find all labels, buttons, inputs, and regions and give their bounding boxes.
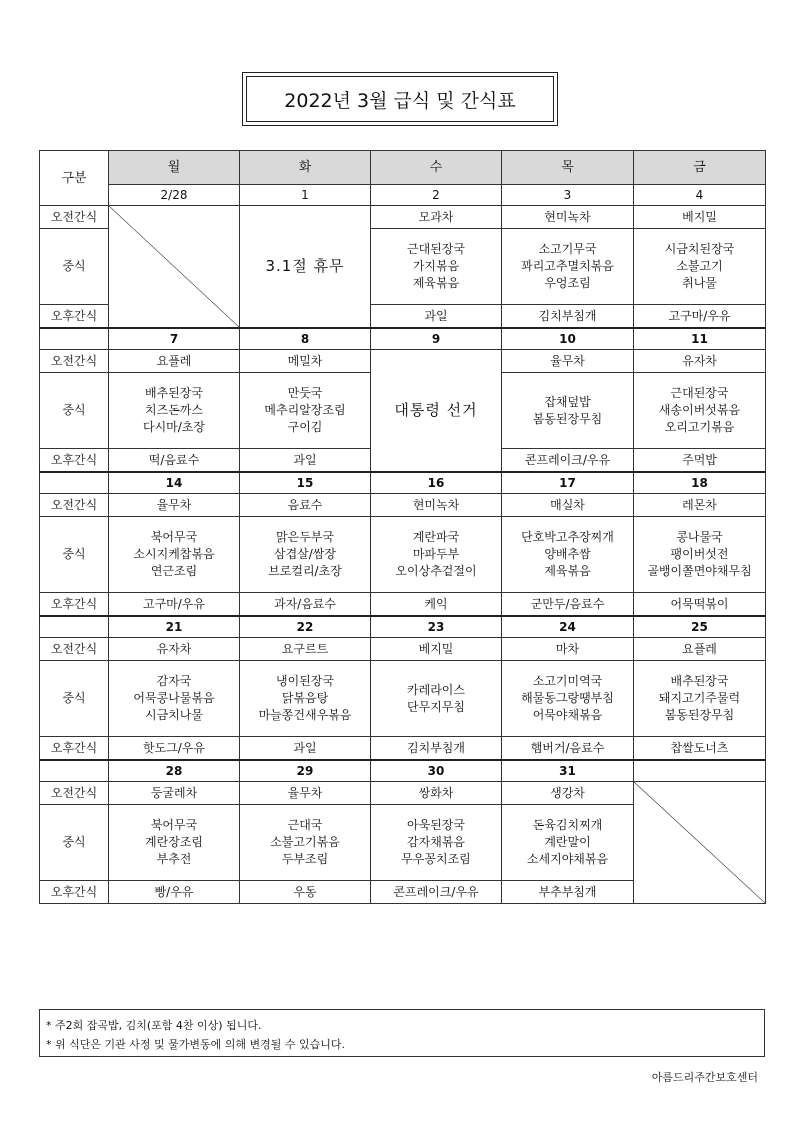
day-thu: 목 xyxy=(502,151,634,185)
snack-cell: 둥굴레차 xyxy=(109,782,240,805)
date-cell xyxy=(634,760,766,782)
snack-cell: 생강차 xyxy=(502,782,634,805)
pm-row xyxy=(40,593,766,617)
lunch-menu-cell: 냉이된장국 닭볶음탕 마늘쫑건새우볶음 xyxy=(240,661,371,737)
page-title: 2022년 3월 급식 및 간식표 xyxy=(246,76,554,122)
menu-table xyxy=(39,150,766,904)
snack-cell: 떡/음료수 xyxy=(109,449,240,473)
lunch-label: 중식 xyxy=(40,229,109,305)
am-label: 오전간식 xyxy=(40,638,109,661)
snack-cell: 베지밀 xyxy=(634,206,766,229)
snack-cell: 빵/우유 xyxy=(109,881,240,904)
date-cell: 22 xyxy=(240,616,371,638)
date-cell: 29 xyxy=(240,760,371,782)
note-2: * 위 식단은 기관 사정 및 물가변동에 의해 변경될 수 있습니다. xyxy=(46,1038,345,1051)
date-cell: 3 xyxy=(502,185,634,206)
date-row-label xyxy=(40,472,109,494)
lunch-menu-cell: 소고기미역국 해물동그랑땡부침 어묵야채볶음 xyxy=(502,661,634,737)
snack-cell: 메밀차 xyxy=(240,350,371,373)
date-row-label xyxy=(40,760,109,782)
am-row xyxy=(40,638,766,661)
date-row xyxy=(40,616,766,638)
day-fri: 금 xyxy=(634,151,766,185)
snack-cell: 콘프레이크/우유 xyxy=(371,881,502,904)
am-row xyxy=(40,494,766,517)
snack-cell: 과일 xyxy=(240,449,371,473)
date-row xyxy=(40,472,766,494)
date-row-label xyxy=(40,328,109,350)
date-cell: 11 xyxy=(634,328,766,350)
snack-cell: 고구마/우유 xyxy=(109,593,240,617)
snack-cell: 유자차 xyxy=(109,638,240,661)
empty-cell-diagonal xyxy=(109,206,240,329)
date-cell: 18 xyxy=(634,472,766,494)
snack-cell: 현미녹차 xyxy=(502,206,634,229)
lunch-menu-cell: 단호박고추장찌개 양배추쌈 제육볶음 xyxy=(502,517,634,593)
lunch-menu-cell: 근대된장국 가지볶음 제육볶음 xyxy=(371,229,502,305)
snack-cell: 과일 xyxy=(371,305,502,329)
snack-cell: 율무차 xyxy=(502,350,634,373)
snack-cell: 찹쌀도너츠 xyxy=(634,737,766,761)
lunch-menu-cell: 소고기무국 꽈리고추멸치볶음 우엉조림 xyxy=(502,229,634,305)
lunch-menu-cell: 북어무국 계란장조림 부추전 xyxy=(109,805,240,881)
lunch-label: 중식 xyxy=(40,373,109,449)
date-cell: 1 xyxy=(240,185,371,206)
snack-cell: 음료수 xyxy=(240,494,371,517)
pm-label: 오후간식 xyxy=(40,737,109,761)
snack-cell: 율무차 xyxy=(240,782,371,805)
snack-cell: 쌍화차 xyxy=(371,782,502,805)
snack-cell: 매실차 xyxy=(502,494,634,517)
lunch-menu-cell: 콩나물국 팽이버섯전 골뱅이쫄면야채무침 xyxy=(634,517,766,593)
lunch-row xyxy=(40,517,766,593)
am-row xyxy=(40,782,766,805)
snack-cell: 군만두/음료수 xyxy=(502,593,634,617)
pm-label: 오후간식 xyxy=(40,305,109,329)
date-cell: 16 xyxy=(371,472,502,494)
center-name: 아름드리주간보호센터 xyxy=(651,1071,758,1084)
date-cell: 28 xyxy=(109,760,240,782)
date-cell: 25 xyxy=(634,616,766,638)
am-label: 오전간식 xyxy=(40,494,109,517)
lunch-menu-cell: 만둣국 메추리알장조림 구이김 xyxy=(240,373,371,449)
snack-cell: 케익 xyxy=(371,593,502,617)
pm-row xyxy=(40,737,766,761)
lunch-menu-cell: 아욱된장국 감자채볶음 무우꽁치조림 xyxy=(371,805,502,881)
day-mon: 월 xyxy=(109,151,240,185)
date-cell: 8 xyxy=(240,328,371,350)
lunch-menu-cell: 계란파국 마파두부 오이상추겉절이 xyxy=(371,517,502,593)
snack-cell: 햄버거/음료수 xyxy=(502,737,634,761)
note-1: * 주2회 잡곡밥, 김치(포함 4찬 이상) 됩니다. xyxy=(46,1019,262,1032)
snack-cell: 요구르트 xyxy=(240,638,371,661)
am-row xyxy=(40,350,766,373)
lunch-menu-cell: 시금치된장국 소불고기 취나물 xyxy=(634,229,766,305)
snack-cell: 김치부침개 xyxy=(502,305,634,329)
lunch-menu-cell: 돈육김치찌개 계란말이 소세지야채볶음 xyxy=(502,805,634,881)
snack-cell: 요플레 xyxy=(109,350,240,373)
pm-label: 오후간식 xyxy=(40,881,109,904)
date-cell: 23 xyxy=(371,616,502,638)
date-row xyxy=(40,185,766,206)
date-row-label xyxy=(40,616,109,638)
day-wed: 수 xyxy=(371,151,502,185)
am-label: 오전간식 xyxy=(40,206,109,229)
lunch-menu-cell: 배추된장국 치즈돈까스 다시마/초장 xyxy=(109,373,240,449)
date-cell: 24 xyxy=(502,616,634,638)
lunch-row xyxy=(40,661,766,737)
snack-cell: 고구마/우유 xyxy=(634,305,766,329)
date-cell: 30 xyxy=(371,760,502,782)
empty-cell-diagonal xyxy=(634,782,766,904)
snack-cell: 어묵떡볶이 xyxy=(634,593,766,617)
lunch-menu-cell: 근대국 소불고기볶음 두부조림 xyxy=(240,805,371,881)
am-label: 오전간식 xyxy=(40,350,109,373)
day-tue: 화 xyxy=(240,151,371,185)
lunch-label: 중식 xyxy=(40,517,109,593)
lunch-label: 중식 xyxy=(40,805,109,881)
title-box xyxy=(242,72,558,126)
header-label: 구분 xyxy=(40,151,109,206)
snack-cell: 유자차 xyxy=(634,350,766,373)
lunch-menu-cell: 배추된장국 돼지고기주물럭 봄동된장무침 xyxy=(634,661,766,737)
date-cell: 17 xyxy=(502,472,634,494)
pm-label: 오후간식 xyxy=(40,449,109,473)
snack-cell: 김치부침개 xyxy=(371,737,502,761)
holiday-cell: 대통령 선거 xyxy=(371,350,502,473)
snack-cell: 마차 xyxy=(502,638,634,661)
snack-cell: 핫도그/우유 xyxy=(109,737,240,761)
date-row xyxy=(40,328,766,350)
date-cell: 10 xyxy=(502,328,634,350)
snack-cell: 우동 xyxy=(240,881,371,904)
snack-cell: 콘프레이크/우유 xyxy=(502,449,634,473)
header-row xyxy=(40,151,766,185)
snack-cell: 현미녹차 xyxy=(371,494,502,517)
lunch-menu-cell: 감자국 어묵콩나물볶음 시금치나물 xyxy=(109,661,240,737)
lunch-menu-cell: 근대된장국 새송이버섯볶음 오리고기볶음 xyxy=(634,373,766,449)
snack-cell: 과일 xyxy=(240,737,371,761)
notes-box xyxy=(39,1009,765,1057)
date-cell: 7 xyxy=(109,328,240,350)
lunch-menu-cell: 북어무국 소시지케찹볶음 연근조림 xyxy=(109,517,240,593)
date-cell: 2/28 xyxy=(109,185,240,206)
lunch-menu-cell: 맑은두부국 삼겹살/쌈장 브로컬리/초장 xyxy=(240,517,371,593)
snack-cell: 과자/음료수 xyxy=(240,593,371,617)
snack-cell: 율무차 xyxy=(109,494,240,517)
date-cell: 21 xyxy=(109,616,240,638)
am-label: 오전간식 xyxy=(40,782,109,805)
holiday-cell: 3.1절 휴무 xyxy=(240,206,371,329)
snack-cell: 레몬차 xyxy=(634,494,766,517)
date-cell: 31 xyxy=(502,760,634,782)
pm-label: 오후간식 xyxy=(40,593,109,617)
snack-cell: 주먹밥 xyxy=(634,449,766,473)
lunch-menu-cell: 잡채덮밥 봄동된장무침 xyxy=(502,373,634,449)
snack-cell: 부추부침개 xyxy=(502,881,634,904)
date-cell: 4 xyxy=(634,185,766,206)
date-row xyxy=(40,760,766,782)
date-cell: 9 xyxy=(371,328,502,350)
am-row xyxy=(40,206,766,229)
snack-cell: 모과차 xyxy=(371,206,502,229)
lunch-label: 중식 xyxy=(40,661,109,737)
snack-cell: 베지밀 xyxy=(371,638,502,661)
lunch-menu-cell: 카레라이스 단무지무침 xyxy=(371,661,502,737)
date-cell: 14 xyxy=(109,472,240,494)
snack-cell: 요플레 xyxy=(634,638,766,661)
date-cell: 2 xyxy=(371,185,502,206)
date-cell: 15 xyxy=(240,472,371,494)
